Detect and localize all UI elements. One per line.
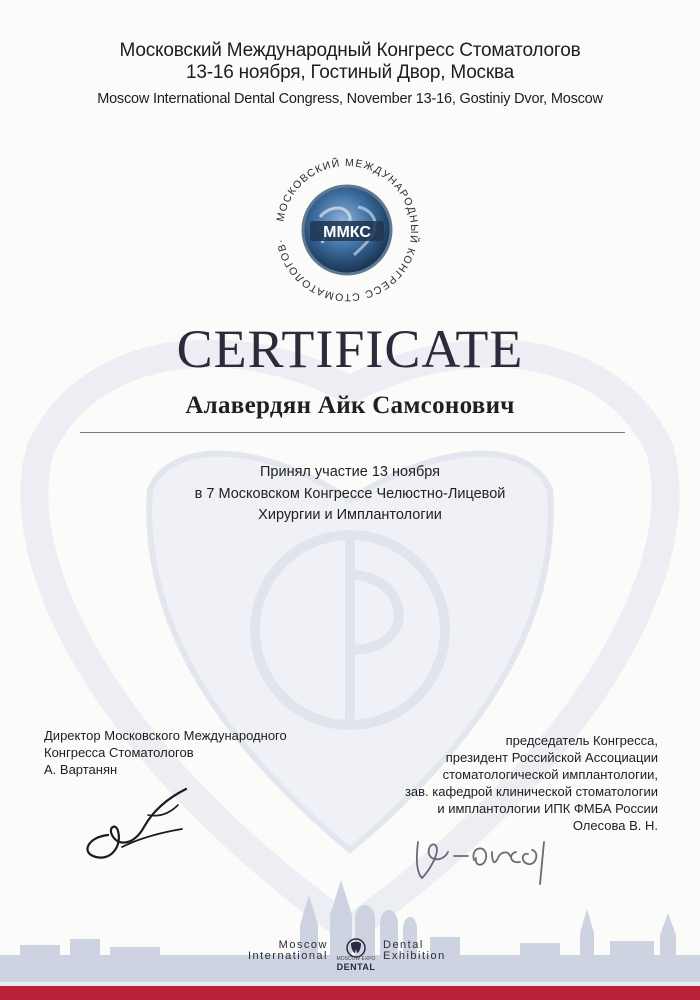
participation-text [0, 462, 700, 527]
tooth-icon [330, 938, 382, 958]
right-signatory-title-4: зав. кафедрой клинической стоматологии [404, 784, 658, 799]
right-signatory-block [358, 732, 658, 834]
logo-left-bottom: International [247, 950, 328, 962]
logo-right-text [383, 940, 473, 962]
congress-date-venue-ru: 13-16 ноября, Гостиный Двор, Москва [185, 62, 515, 83]
logo-left-text [240, 940, 328, 962]
congress-name-ru: Московский Международный Конгресс Стоматологов [119, 40, 581, 61]
congress-name-en: Moscow International Dental Congress, November 13-16, Gostiniy Dvor, Moscow [97, 91, 603, 107]
certificate-title: CERTIFICATE [176, 319, 524, 379]
left-signatory-name: А. Вартанян [44, 762, 118, 777]
participation-line-3: Хирургии и Имплантологии [258, 507, 442, 523]
participation-line-2: в 7 Московском Конгрессе Челюстно-Лицевой [194, 485, 506, 502]
logo-right-bottom: Exhibition [383, 950, 446, 962]
congress-header [0, 40, 700, 108]
participation-line-1: Принял участие 13 ноября [259, 464, 441, 480]
congress-seal-logo [262, 145, 432, 315]
logo-dental-text: DENTAL [336, 962, 376, 972]
right-signatory-title-5: и имплантологии ИПК ФМБА России [437, 801, 658, 816]
right-signatory-title-3: стоматологической имплантологии, [442, 767, 658, 782]
expo-dental-logo [0, 938, 700, 978]
right-signatory-title-2: президент Российской Ассоциации [445, 750, 658, 765]
left-signature [78, 775, 208, 865]
recipient-name: Алавердян Айк Самсонович [185, 392, 515, 419]
left-signatory-block [44, 727, 324, 778]
seal-ring-text: МОСКОВСКИЙ МЕЖДУНАРОДНЫЙ КОНГРЕСС СТОМАТОЛОГОВ· [274, 156, 421, 304]
logo-right-top: Dental [383, 939, 424, 951]
bottom-stripe-red [0, 986, 700, 1000]
logo-small-text: MOSCOW EXPO [336, 956, 376, 962]
left-signatory-title-1: Директор Московского Международного [44, 728, 287, 743]
logo-left-top: Moscow [278, 939, 328, 951]
left-signatory-title-2: Конгресса Стоматологов [44, 745, 194, 760]
right-signatory-title-1: председатель Конгресса, [505, 733, 658, 748]
right-signatory-name: Олесова В. Н. [572, 818, 658, 833]
logo-emblem [330, 938, 382, 976]
seal-center-text: ММКС [323, 224, 371, 241]
name-underline [80, 432, 625, 433]
